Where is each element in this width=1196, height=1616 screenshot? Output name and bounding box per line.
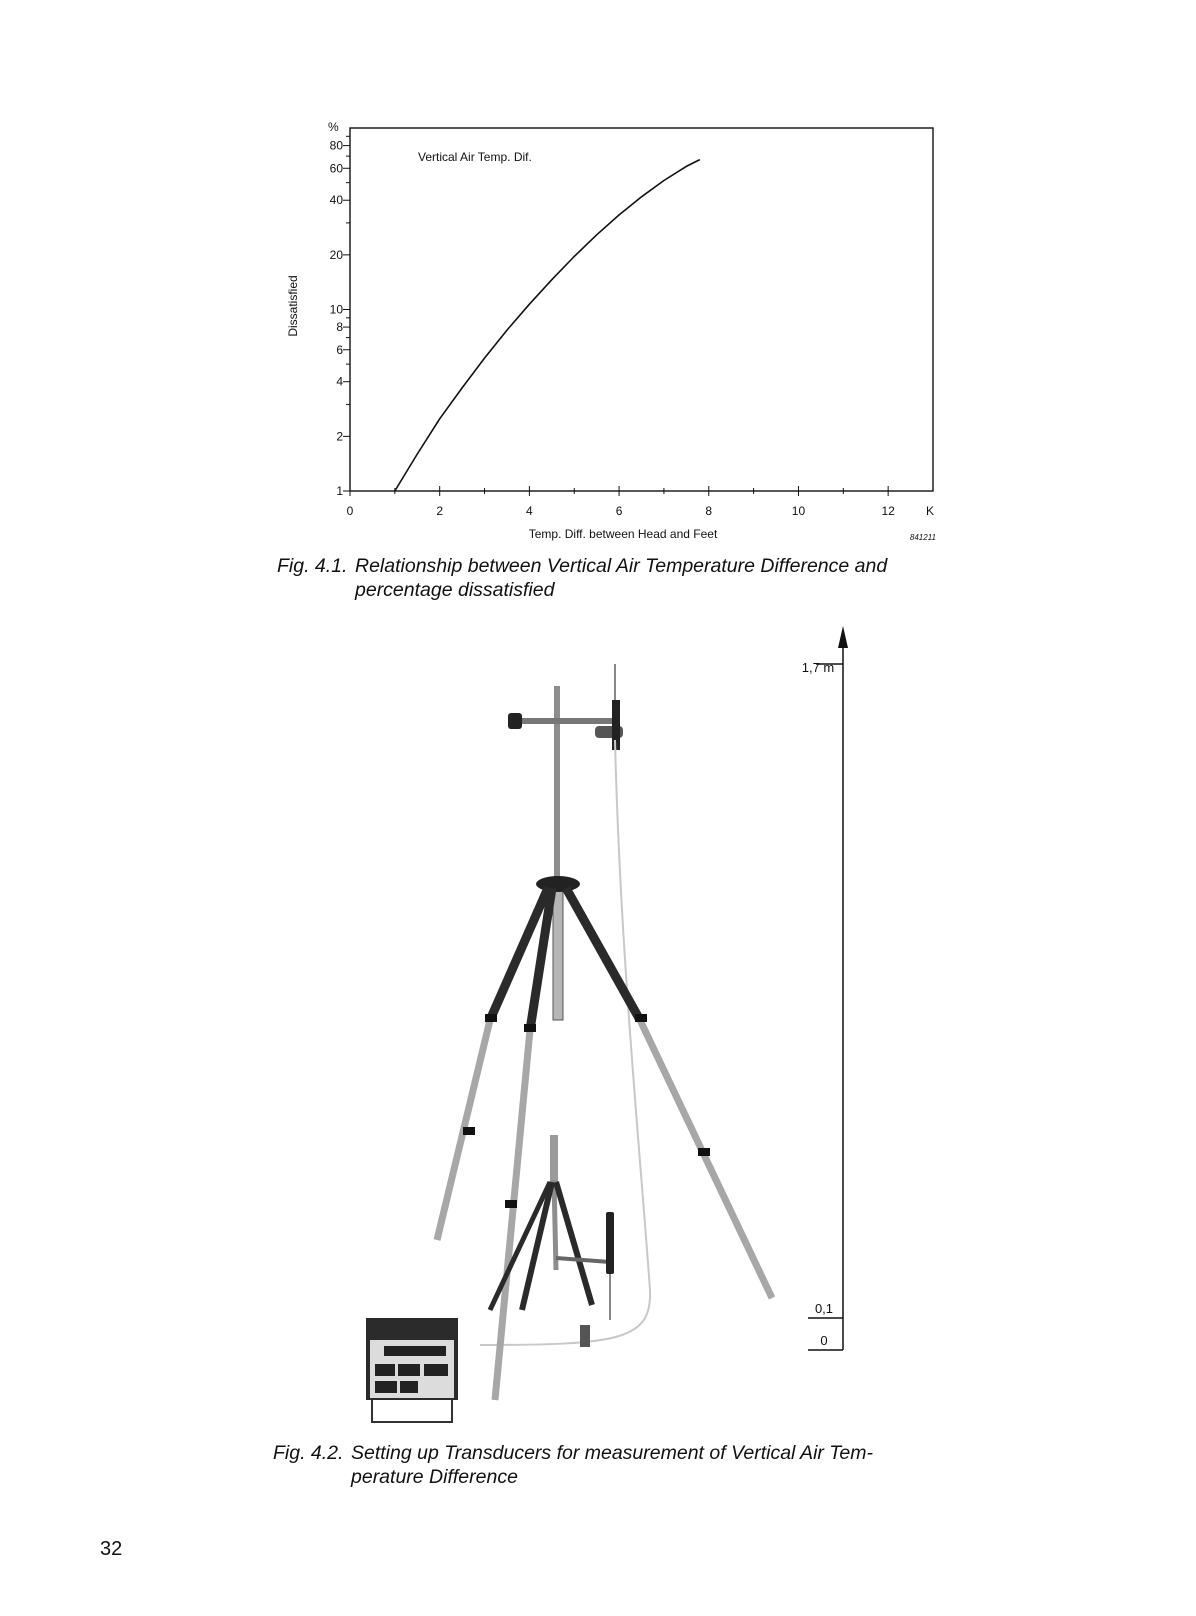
y-tick-label-1: 1 <box>336 484 343 498</box>
scale-label-0: 0 <box>820 1333 828 1348</box>
y-tick-label-6: 6 <box>336 342 343 357</box>
x-tick-label-2: 2 <box>436 504 444 518</box>
scale-label-1-7m: 1,7 m <box>801 660 835 675</box>
y-tick-label-60: 60 <box>329 161 343 176</box>
y-tick-label-4: 4 <box>336 374 343 389</box>
measurement-instrument <box>366 1318 458 1422</box>
page-number: 32 <box>100 1538 123 1560</box>
y-axis-label: Dissatisfied <box>286 275 300 337</box>
x-tick-label-8: 8 <box>705 504 713 518</box>
figure-4-1-caption-line-1: Relationship between Vertical Air Temperature Difference and <box>355 555 888 577</box>
x-unit-label: K <box>925 504 935 518</box>
x-axis-label: Temp. Diff. between Head and Feet <box>528 527 718 541</box>
figure-4-1-caption-line-2: percentage dissatisfied <box>355 579 555 601</box>
figure-4-2-caption <box>273 1441 953 1491</box>
scale-label-0-1: 0,1 <box>814 1301 834 1316</box>
y-unit-label: % <box>328 120 339 134</box>
figure-4-2-caption-line-2: perature Difference <box>351 1466 518 1488</box>
x-tick-label-4: 4 <box>526 504 533 518</box>
large-tripod <box>437 664 772 1400</box>
x-tick-label-10: 10 <box>791 504 806 518</box>
figure-4-2-caption-line-1: Setting up Transducers for measurement of Vertical Air Tem- <box>351 1442 874 1464</box>
y-tick-label-2: 2 <box>336 429 343 444</box>
figure-4-2-number: Fig. 4.2. <box>273 1442 344 1464</box>
y-tick-label-80: 80 <box>329 138 343 153</box>
height-scale-bar <box>808 626 848 1350</box>
x-tick-label-12: 12 <box>881 504 895 518</box>
x-tick-label-6: 6 <box>615 504 623 518</box>
y-tick-label-20: 20 <box>329 247 343 262</box>
y-tick-label-8: 8 <box>336 320 343 335</box>
x-tick-label-0: 0 <box>346 504 354 518</box>
y-tick-label-40: 40 <box>329 193 343 208</box>
figure-code-annotation: 841211 <box>909 533 936 542</box>
y-tick-label-10: 10 <box>329 302 343 317</box>
legend-label-vertical-air-temp: Vertical Air Temp. Dif. <box>418 150 532 164</box>
figure-4-1-number: Fig. 4.1. <box>277 555 348 577</box>
